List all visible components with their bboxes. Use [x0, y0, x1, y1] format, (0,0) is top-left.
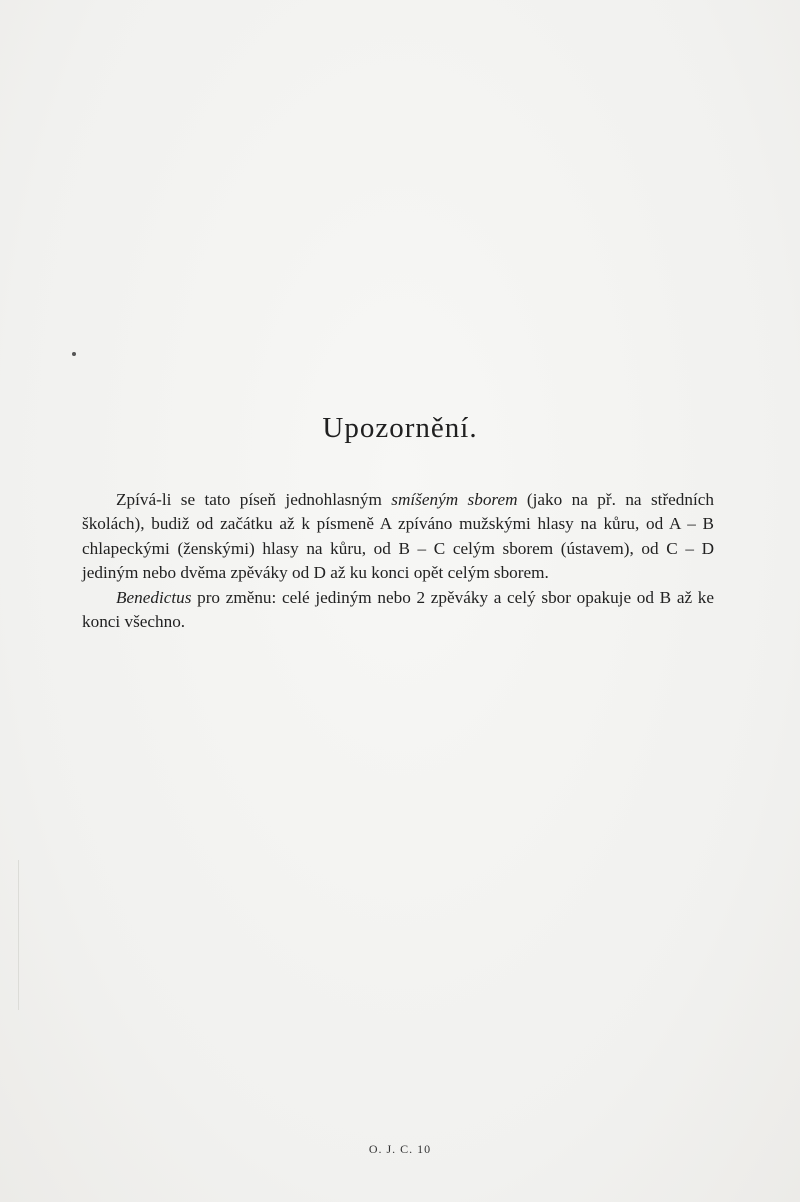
notice-paragraph-1	[82, 488, 714, 586]
paragraph-1-text: Zpívá-li se tato píseň jednohlasným	[116, 490, 392, 509]
paragraph-1-emphasis: smíšeným sborem	[391, 490, 518, 509]
page-footer-code: O. J. C. 10	[368, 1142, 432, 1156]
paragraph-2-emphasis: Benedictus	[116, 587, 192, 607]
notice-body	[82, 488, 714, 634]
paragraph-2-text: pro změnu: celé jediným nebo 2 zpěváky a celý sbor opakuje od B až ke konci všechno.	[82, 587, 714, 632]
page-edge-mark	[18, 860, 19, 1010]
ink-speck	[72, 352, 76, 356]
notice-paragraph-2	[82, 586, 714, 635]
notice-title: Upozornění.	[322, 412, 478, 444]
paragraph-1-text: (jako na př. na středních školách), budiž od začátku až k písmeně A zpíváno mužskými hlasy na kůru, od A – B chlapeckými (ženskými) hlasy na kůru, od B – C celým sborem (ústavem), od C – D jediným nebo dvěma zpěváky od D až ku konci opět celým sborem.	[82, 490, 714, 583]
